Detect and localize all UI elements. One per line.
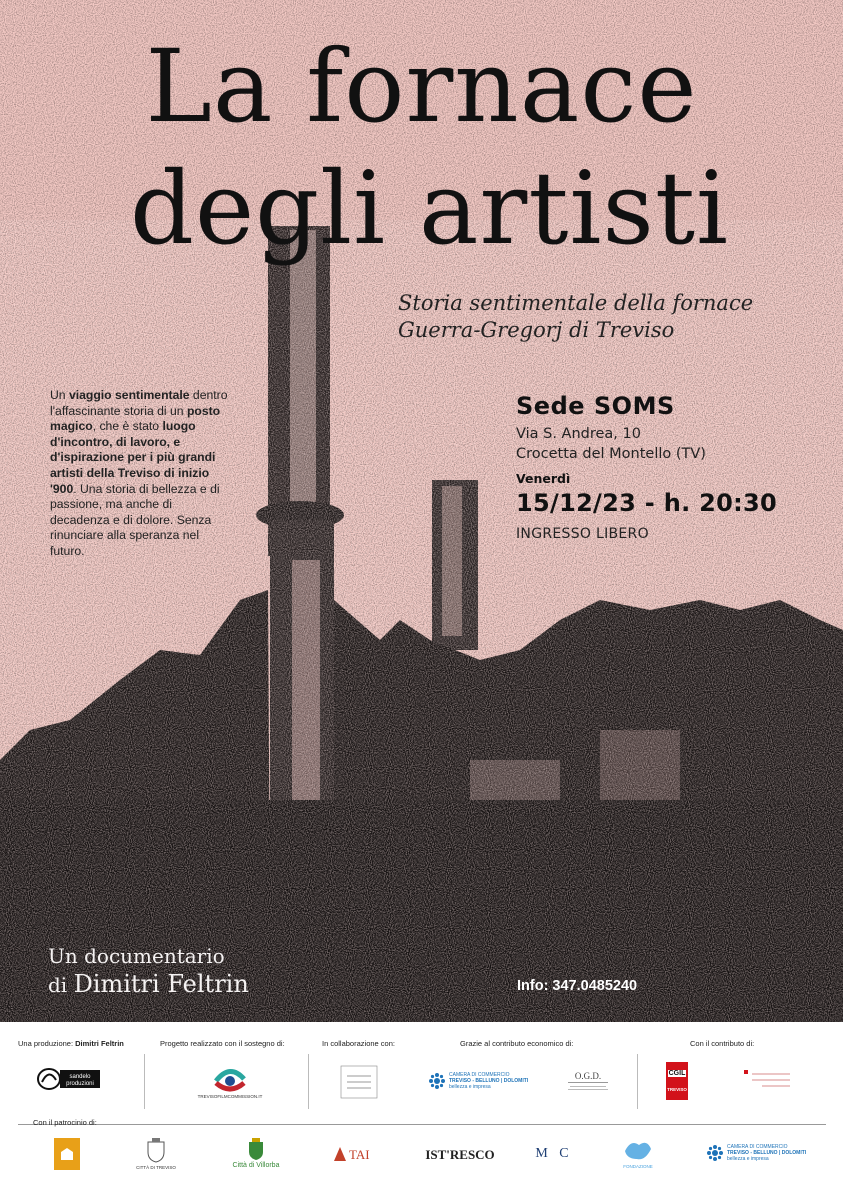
separator — [144, 1054, 145, 1109]
economic-label: Grazie al contributo economico di: — [460, 1039, 574, 1048]
intro-paragraph — [50, 388, 232, 560]
collaboration-label: In collaborazione con: — [322, 1039, 395, 1048]
project-label: Progetto realizzato con il sostegno di: — [160, 1039, 285, 1048]
credits-strip — [0, 1022, 843, 1192]
svg-text:sandelo: sandelo — [69, 1074, 91, 1080]
separator-horizontal — [18, 1124, 826, 1125]
event-day: Venerdì — [516, 471, 571, 486]
event-datetime: 15/12/23 - h. 20:30 — [516, 489, 778, 517]
documentary-label: Un documentario — [48, 944, 225, 968]
contribution-label: Con il contributo di: — [690, 1039, 755, 1048]
economic-column — [416, 1022, 636, 1117]
cciaa-logo-2: CAMERA DI COMMERCIO TREVISO - BELLUNO | DOLOMITI bellezza e impresa — [706, 1142, 816, 1164]
production-label: Una produzione: Dimitri Feltrin — [18, 1039, 124, 1048]
cgil-logo: CGIL TREVISO — [666, 1062, 688, 1100]
intro-text-3: , che è stato — [92, 419, 163, 434]
collaboration-column — [314, 1022, 414, 1117]
free-entry: INGRESSO LIBERO — [516, 526, 649, 542]
project-column — [150, 1022, 310, 1117]
separator — [308, 1054, 309, 1109]
istresco-logo: IST'RESCO — [425, 1146, 495, 1162]
address-line-2: Crocetta del Montello (TV) — [516, 446, 706, 462]
contribution-column — [640, 1022, 840, 1117]
venue-address — [516, 424, 777, 464]
intro-bold-1: viaggio sentimentale — [68, 388, 190, 402]
patronage-label: Con il patrocinio di: — [33, 1118, 97, 1127]
venue-name: Sede SOMS — [516, 392, 675, 420]
subtitle — [398, 290, 753, 344]
separator — [637, 1054, 638, 1109]
intro-text-4: . Una storia di bellezza e di passione, ma anche di decadenza e di dolore. Senza rinunciare alla speranza nel futuro. — [50, 481, 220, 558]
director-prefix: di — [48, 973, 74, 997]
tai-logo: TAI — [334, 1140, 394, 1168]
intro-text-2: dentro l'affascinante storia di un — [50, 388, 228, 418]
event-details — [516, 392, 777, 542]
collaborator-logo — [334, 1062, 384, 1102]
sandelo-logo — [36, 1066, 102, 1092]
intro-bold-2: posto magico — [50, 403, 221, 434]
production-column — [0, 1022, 140, 1117]
cciaa-logo: CAMERA DI COMMERCIO TREVISO - BELLUNO | DOLOMITI bellezza e impresa — [428, 1070, 538, 1092]
title-line-2: degli artisti — [129, 150, 730, 267]
subtitle-line-1: Storia sentimentale della fornace — [398, 291, 754, 315]
subtitle-line-2: Guerra-Gregorj di Treviso — [398, 318, 675, 342]
contributor-logo — [736, 1064, 796, 1094]
director-name: Dimitri Feltrin — [73, 970, 249, 998]
patron-logo-1 — [54, 1138, 80, 1170]
address-line-1: Via S. Andrea, 10 — [516, 426, 641, 442]
mic-logo: M C — [535, 1145, 573, 1161]
ogd-logo: O.G.D. — [556, 1064, 620, 1100]
consiglio-logo: TREVISOFILMCOMMISSION.IT — [190, 1058, 270, 1106]
info-phone: Info: 347.0485240 — [517, 978, 638, 994]
intro-bold-3: luogo d'incontro, di lavoro, e d'ispirazione per i più grandi artisti della Treviso di inizio '900 — [50, 419, 216, 496]
title-line-1: La fornace — [145, 28, 698, 145]
documentary-credit — [48, 942, 249, 999]
fondazione-logo: FONDAZIONE — [606, 1132, 670, 1174]
svg-text:produzioni: produzioni — [66, 1081, 94, 1087]
villorba-crest: Città di Villorba — [226, 1132, 286, 1174]
treviso-crest: CITTÀ DI TREVISO — [134, 1134, 178, 1174]
intro-text-1: Un — [50, 388, 69, 402]
